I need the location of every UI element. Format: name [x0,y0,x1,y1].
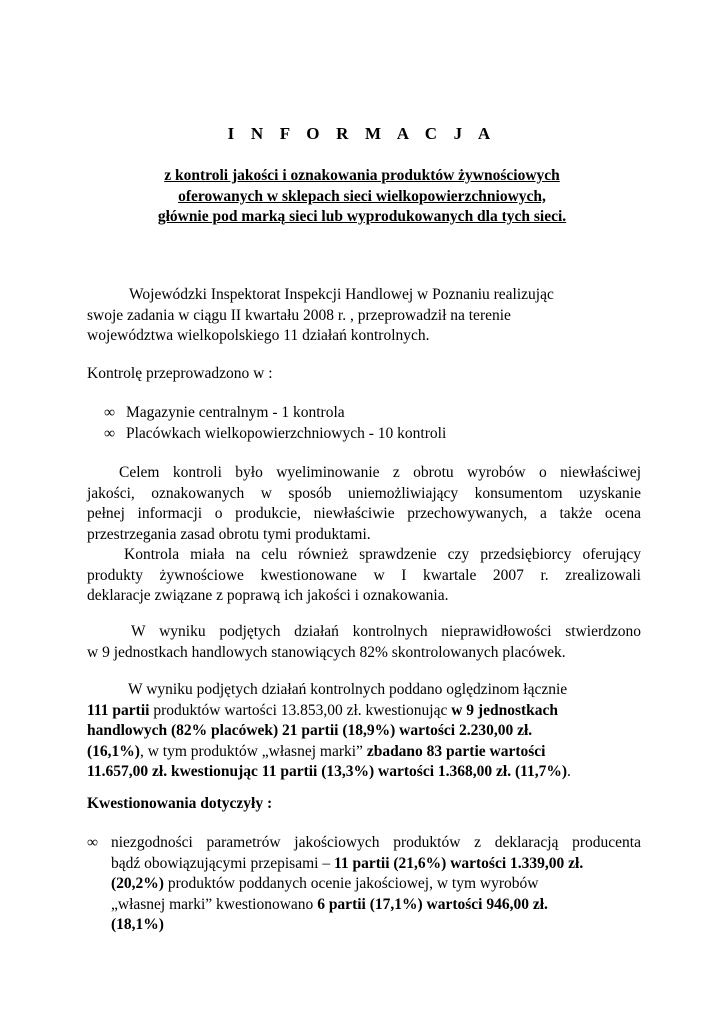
intro-line: województwa wielkopolskiego 11 działań kontrolnych. [87,327,430,344]
aim-line: pełnej informacji o produkcie, niewłaściwie przechowywanych, a także ocena [87,505,641,522]
result2-bold: w 9 jednostkach [451,701,559,719]
aim-line: przestrzegania zasad obrotu tymi produktami. [87,525,371,543]
list-item [104,402,446,423]
document-subtitle [90,166,634,228]
result1-paragraph [87,622,641,663]
kw-line [111,874,641,895]
list-item [104,423,446,444]
result1-line: w 9 jednostkach handlowych stanowiących 82% skontrolowanych placówek. [87,643,566,661]
result2-line [87,721,641,742]
document-title: I N F O R M A C J A [227,124,497,143]
result2-bold: handlowych (82% placówek) 21 partii (18,9%) wartości 2.230,00 zł. [87,722,533,739]
list-item [87,833,641,936]
aim-line: Celem kontroli było wyeliminowanie z obrotu wyrobów o niewłaściwej [119,464,641,481]
result2-paragraph [87,680,641,783]
result2-text: . [567,763,571,780]
kw-bold: 6 partii (17,1%) wartości 946,00 zł. [317,895,548,913]
result2-bold: 11.657,00 zł. kwestionując 11 partii (13,3%) wartości 1.368,00 zł. (11,7%) [87,763,568,780]
kw-text: produktów poddanych ocenie jakościowej, w tym wyrobów [163,875,539,892]
list-item-text: Magazynie centralnym - 1 kontrola [126,404,345,421]
result2-line [87,762,641,783]
subtitle-line: z kontroli jakości i oznakowania produktów żywnościowych [164,167,560,184]
control-intro: Kontrolę przeprowadzono w : [87,365,273,382]
result2-line [87,701,641,722]
result2-text: , w tym produktów „własnej marki” [139,742,367,760]
result2-bold: (16,1%) [87,742,140,760]
infinity-bullet-icon: ∞ [87,834,99,851]
result2-text: produktów wartości 13.853,00 zł. kwestionując [149,701,452,719]
infinity-bullet-icon: ∞ [104,425,116,442]
aim-paragraph [87,463,641,607]
result2-bold: 111 partii [87,701,150,719]
intro-line: Wojewódzki Inspektorat Inspekcji Handlowej w Poznaniu realizując [129,286,554,303]
list-item-text [111,833,641,936]
result2-line [87,742,641,763]
subtitle-line: oferowanych w sklepach sieci wielkopowierzchniowych, [178,187,546,205]
kw-bold: (20,2%) [111,875,164,892]
intro-line: swoje zadania w ciągu II kwartału 2008 r. , przeprowadził na terenie [87,306,511,324]
result1-line: W wyniku podjętych działań kontrolnych nieprawidłowości stwierdzono [131,623,641,640]
kw-bold: (18,1%) [111,916,164,933]
control-list [104,402,446,444]
questions-heading: Kwestionowania dotyczyły : [87,795,273,812]
subtitle-line: głównie pod marką sieci lub wyprodukowanych dla tych sieci. [157,208,567,225]
result2-bold: zbadano 83 partie wartości [366,742,546,760]
list-item-text: Placówkach wielkopowierzchniowych - 10 kontroli [126,425,447,442]
kw-line [111,895,641,916]
infinity-bullet-icon: ∞ [104,404,116,421]
result2-line: W wyniku podjętych działań kontrolnych poddano oględzinom łącznie [128,681,568,698]
aim2-line: produkty żywnościowe kwestionowane w I kwartale 2007 r. zrealizowali [87,566,641,584]
kw-line [111,915,641,936]
kw-bold: 11 partii (21,6%) wartości 1.339,00 zł. [333,854,584,872]
aim-line: jakości, oznakowanych w sposób uniemożliwiający konsumentom uzyskanie [87,484,641,502]
intro-paragraph [87,285,641,347]
kw-text: bądź obowiązującymi przepisami – [111,854,334,872]
kw-text: „własnej marki” kwestionowano [111,895,318,913]
aim2-line: deklaracje związane z poprawą ich jakości i oznakowania. [87,587,449,604]
aim2-line: Kontrola miała na celu również sprawdzenie czy przedsiębiorcy oferujący [124,546,641,563]
kw-line: niezgodności parametrów jakościowych produktów z deklaracją producenta [111,834,641,851]
kw-line [111,854,641,875]
